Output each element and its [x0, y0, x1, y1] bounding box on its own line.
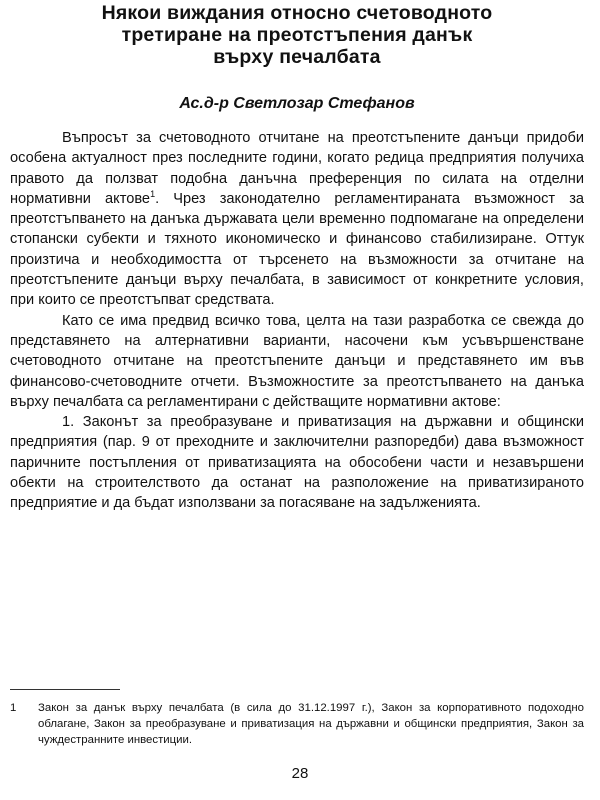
footnote	[10, 700, 584, 749]
page-number: 28	[291, 765, 309, 782]
paragraph-text: Въпросът за счетоводното отчитане на преотстъпените данъци придоби особена актуалност през последните години, когато редица предприятия получиха правото да ползват подобна данъчна преференция по силата на отделни нормативни актове	[10, 130, 584, 207]
title-line: Някои виждания относно счетоводното	[101, 2, 493, 24]
body-paragraph: Като се има предвид всичко това, целта на тази разработка се свежда до представянето на алтернативни варианти, насочени към усъвършенстване счетоводното отчитане на преотстъпените данъци и представянето им във финансово-счетоводните отчети. Възможностите за преотстъпването на данъка върху печалбата са регламентирани с действащите нормативни актове:	[10, 312, 584, 410]
paragraph-text: . Чрез законодателно регламентираната възможност за преотстъпването на данъка държавата цели временно подпомагане на определени стопански субекти и тяхното икономическо и финансово стабилизиране. Оттук произтича и необходимостта от търсенето на възможности за отчитане на преотстъпените данъци върху печалбата, в зависимост от конкретните условия, при които се преотстъпват средствата.	[10, 190, 584, 309]
footnote-reference[interactable]: 1	[150, 189, 156, 200]
author-name: Ас.д-р Светлозар Стефанов	[179, 95, 415, 112]
title-line: върху печалбата	[213, 46, 381, 68]
footnote-number: 1	[10, 702, 17, 714]
title-line: третиране на преотстъпения данък	[121, 24, 473, 46]
footnote-text: Закон за данък върху печалбата (в сила до 31.12.1997 г.), Закон за корпоративното подоходно облагане, Закон за преобразуване и приватизация на държавни и общински предприятия, Закон за чуждестранните инвестиции.	[38, 702, 584, 747]
footnote-divider	[10, 689, 120, 690]
body-paragraph: 1. Законът за преобразуване и приватизация на държавни и общински предприятия (пар. 9 от преходните и заключителни разпоредби) дава възможност паричните постъпления от приватизацията на обособени части и незавършени обекти на строителството да останат на разположение на приватизираното предприятие и да бъдат използвани за погасяване на задълженията.	[10, 414, 584, 512]
article-title	[10, 0, 584, 68]
article-body	[10, 128, 584, 514]
body-paragraph	[10, 128, 584, 311]
